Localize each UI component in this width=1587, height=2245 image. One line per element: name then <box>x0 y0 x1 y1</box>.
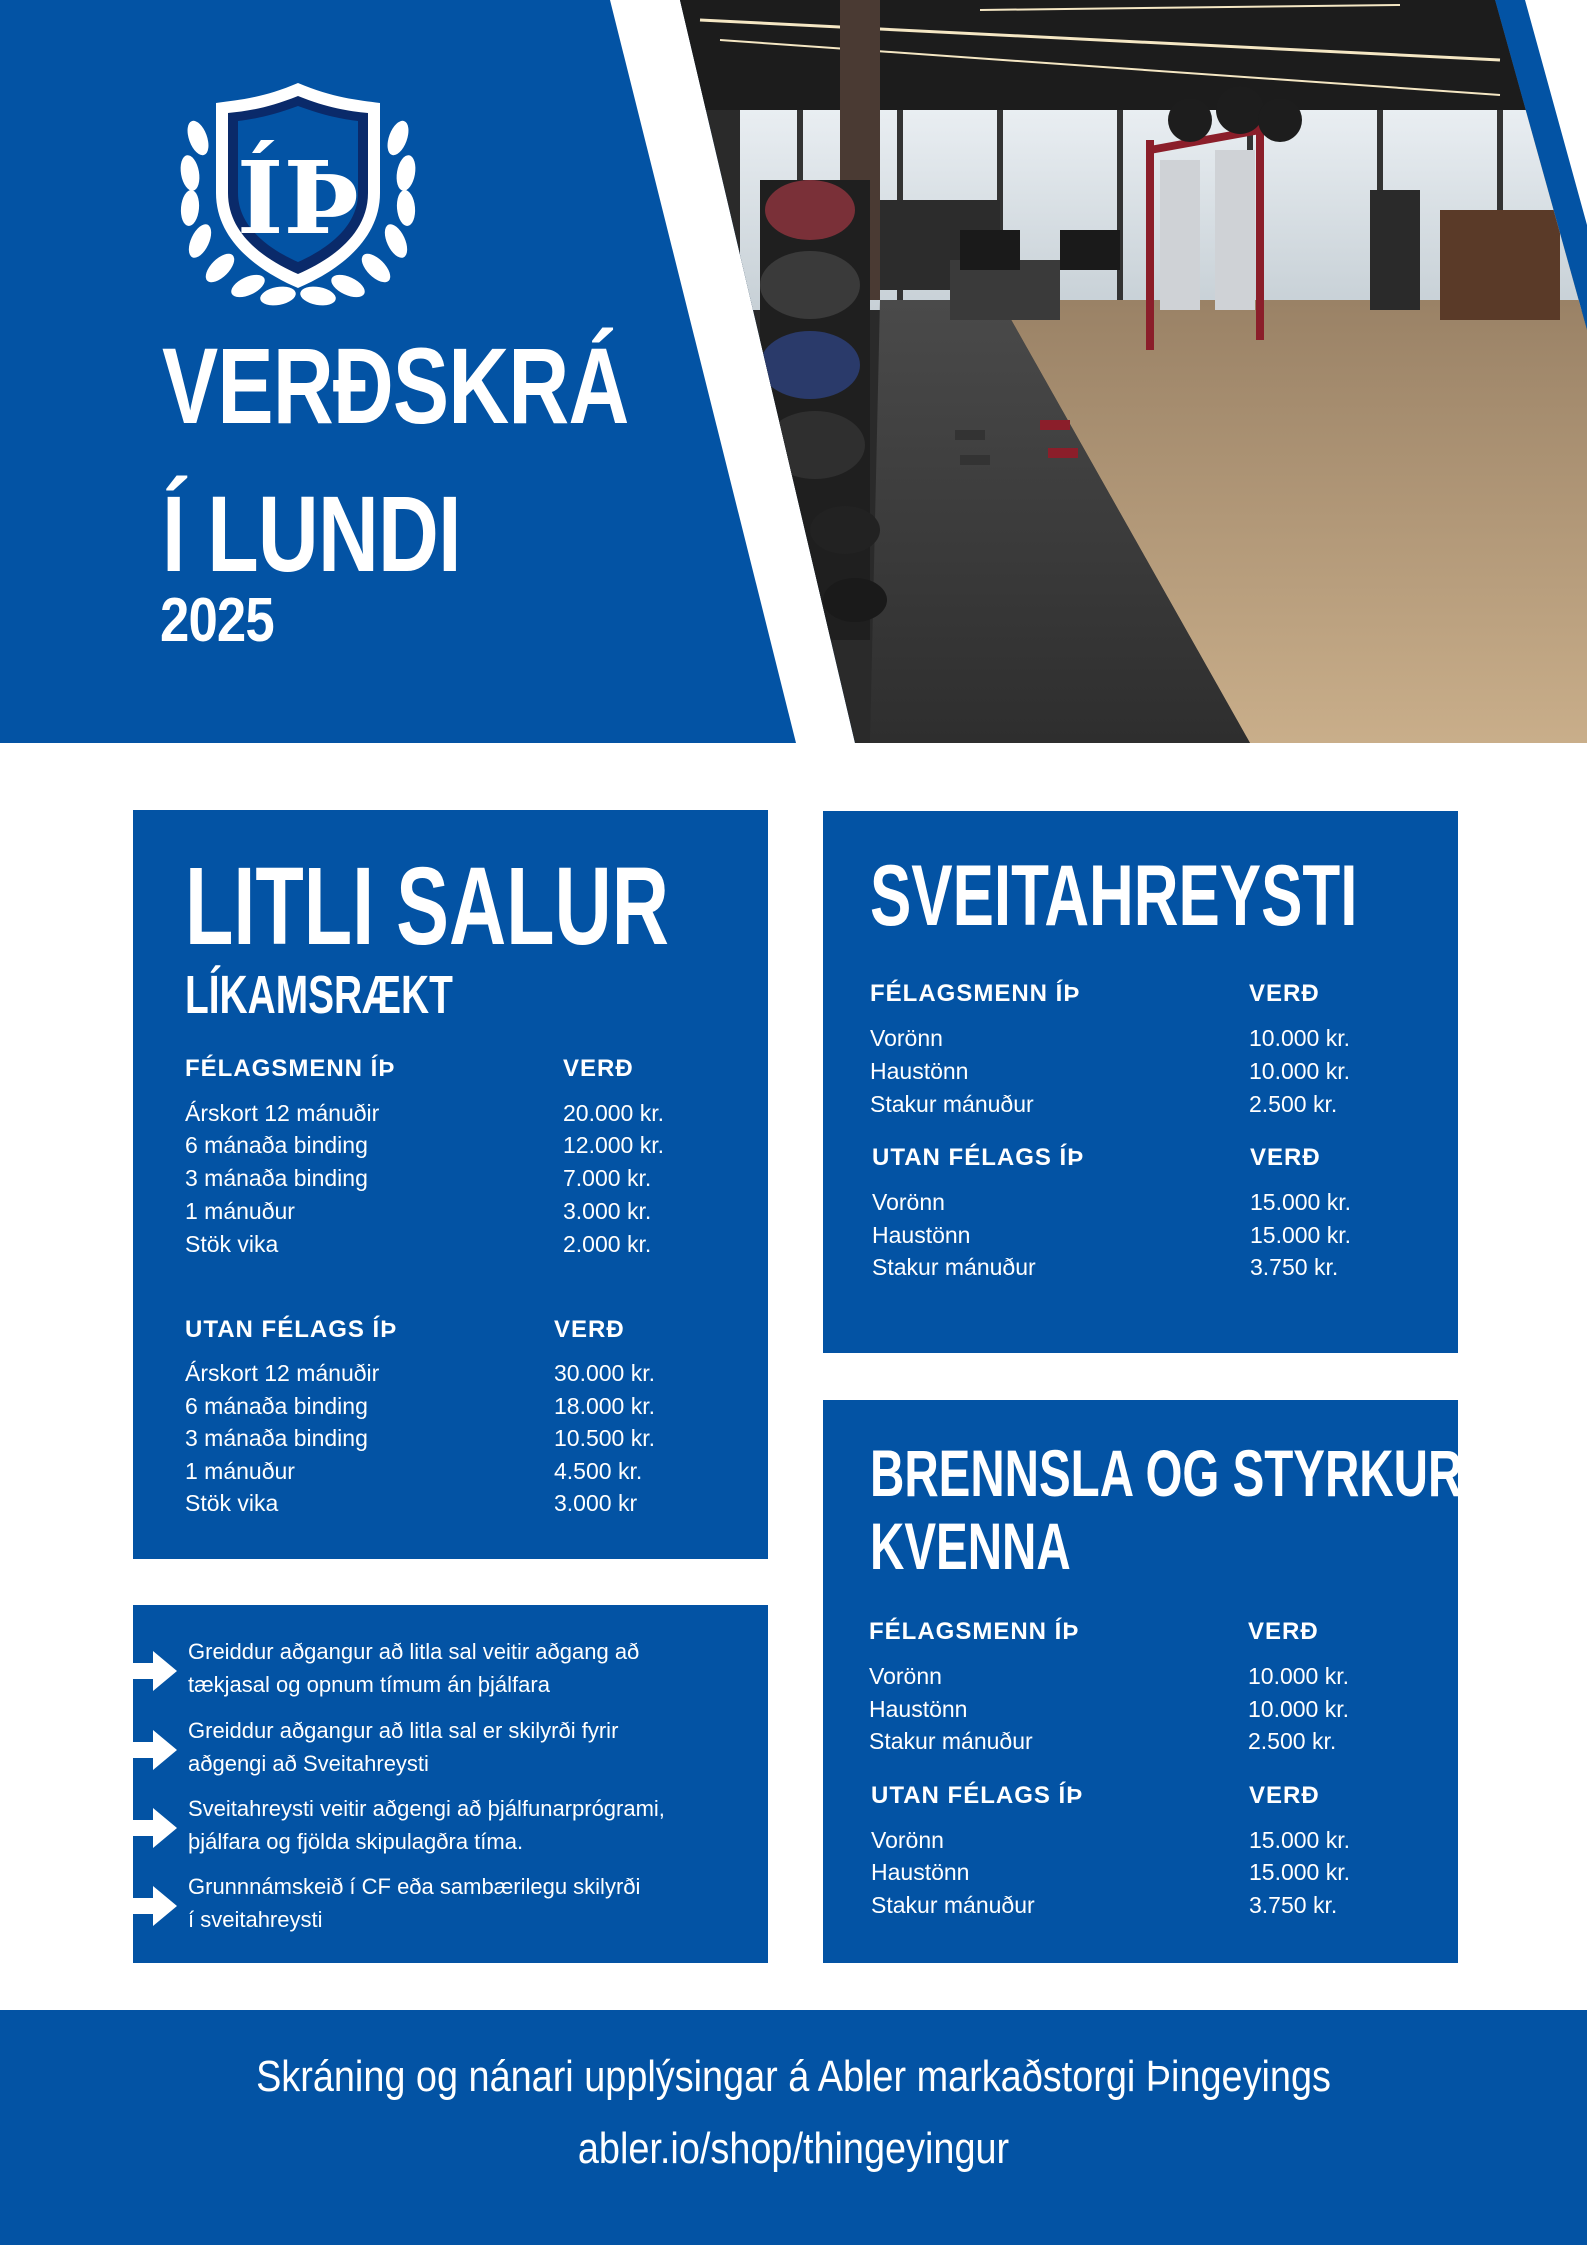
card-title-line1: BRENNSLA OG STYRKUR <box>870 1436 1463 1510</box>
footer-text: Skráning og nánari upplýsingar á Abler markaðstorgi Þingeyings <box>256 2052 1331 2101</box>
price-row-label: Vorönn <box>871 1827 944 1853</box>
card-title-line2: KVENNA <box>870 1509 1071 1583</box>
card-title: LITLI SALUR <box>185 845 669 968</box>
brennsla-card <box>823 1400 1463 1963</box>
note-line2: tækjasal og opnum tímum án þjálfara <box>188 1672 550 1697</box>
price-row-label: 1 mánuður <box>185 1458 295 1484</box>
price-row-value: 2.500 kr. <box>1248 1728 1337 1754</box>
card-title: SVEITAHREYSTI <box>870 848 1358 944</box>
price-row-value: 10.500 kr. <box>554 1425 656 1451</box>
note-line2: þjálfara og fjölda skipulagðra tíma. <box>188 1829 524 1854</box>
price-row-value: 4.500 kr. <box>554 1458 643 1484</box>
price-row-value: 18.000 kr. <box>554 1393 656 1419</box>
price-row-value: 3.750 kr. <box>1249 1892 1338 1918</box>
price-row-label: Stakur mánuður <box>869 1728 1033 1754</box>
price-row-label: 6 mánaða binding <box>185 1132 368 1158</box>
price-row-value: 3.750 kr. <box>1250 1254 1339 1280</box>
price-row-label: 6 mánaða binding <box>185 1393 368 1419</box>
arrow-right-icon <box>131 1651 179 1691</box>
price-row-label: Haustönn <box>870 1058 969 1084</box>
price-row-label: Haustönn <box>871 1859 970 1885</box>
price-row-value: 15.000 kr. <box>1250 1222 1352 1248</box>
price-row-value: 7.000 kr. <box>563 1165 652 1191</box>
price-row-value: 30.000 kr. <box>554 1360 656 1386</box>
price-row-value: 10.000 kr. <box>1248 1696 1350 1722</box>
price-row-value: 15.000 kr. <box>1249 1859 1351 1885</box>
members-heading: FÉLAGSMENN ÍÞ <box>869 1618 1080 1645</box>
price-row-value: 10.000 kr. <box>1248 1663 1350 1689</box>
arrow-right-icon <box>131 1808 179 1848</box>
price-row-value: 3.000 kr <box>554 1490 638 1516</box>
non-members-price-heading: VERÐ <box>1249 1782 1320 1809</box>
price-row-value: 15.000 kr. <box>1249 1827 1351 1853</box>
non-members-price-heading: VERÐ <box>554 1316 625 1343</box>
club-logo <box>168 78 428 318</box>
note-line1: Greiddur aðgangur að litla sal er skilyrði fyrir <box>188 1718 619 1743</box>
page-title-line1: VERÐSKRÁ <box>162 325 629 446</box>
price-row-label: Árskort 12 mánuðir <box>185 1360 380 1386</box>
page-year: 2025 <box>160 586 274 655</box>
non-members-heading: UTAN FÉLAGS ÍÞ <box>871 1782 1084 1809</box>
non-members-heading: UTAN FÉLAGS ÍÞ <box>872 1144 1085 1171</box>
notes-card <box>133 1605 768 1963</box>
arrow-right-icon <box>131 1730 179 1770</box>
note-line2: í sveitahreysti <box>188 1907 323 1932</box>
price-row-label: Stök vika <box>185 1231 279 1257</box>
price-row-value: 10.000 kr. <box>1249 1058 1351 1084</box>
members-price-heading: VERÐ <box>563 1055 634 1082</box>
price-row-value: 10.000 kr. <box>1249 1025 1351 1051</box>
price-row-label: Árskort 12 mánuðir <box>185 1100 380 1126</box>
logo-text: ÍÞ <box>236 139 360 257</box>
page-title-line2: Í LUNDI <box>162 473 461 594</box>
price-row-label: Stakur mánuður <box>870 1091 1034 1117</box>
price-row-label: Vorönn <box>869 1663 942 1689</box>
price-row-label: Vorönn <box>870 1025 943 1051</box>
price-row-label: 3 mánaða binding <box>185 1425 368 1451</box>
price-row-label: Vorönn <box>872 1189 945 1215</box>
note-line2: aðgengi að Sveitahreysti <box>188 1751 429 1776</box>
price-row-value: 2.000 kr. <box>563 1231 652 1257</box>
litli-salur-card <box>133 810 768 1559</box>
non-members-heading: UTAN FÉLAGS ÍÞ <box>185 1316 398 1343</box>
price-row-label: Stakur mánuður <box>872 1254 1036 1280</box>
members-heading: FÉLAGSMENN ÍÞ <box>185 1055 396 1082</box>
non-members-price-heading: VERÐ <box>1250 1144 1321 1171</box>
price-row-value: 3.000 kr. <box>563 1198 652 1224</box>
price-row-label: Stakur mánuður <box>871 1892 1035 1918</box>
sveitahreysti-card <box>823 811 1458 1353</box>
price-row-label: 1 mánuður <box>185 1198 295 1224</box>
members-price-heading: VERÐ <box>1248 1618 1319 1645</box>
note-line1: Grunnnámskeið í CF eða sambærilegu skilyrði <box>188 1874 641 1899</box>
note-line1: Greiddur aðgangur að litla sal veitir aðgang að <box>188 1639 640 1664</box>
price-row-label: 3 mánaða binding <box>185 1165 368 1191</box>
price-row-value: 15.000 kr. <box>1250 1189 1352 1215</box>
price-row-value: 2.500 kr. <box>1249 1091 1338 1117</box>
price-row-value: 12.000 kr. <box>563 1132 665 1158</box>
members-heading: FÉLAGSMENN ÍÞ <box>870 980 1081 1007</box>
note-line1: Sveitahreysti veitir aðgengi að þjálfunarprógrami, <box>188 1796 665 1821</box>
arrow-right-icon <box>131 1886 179 1926</box>
footer <box>0 2010 1587 2245</box>
members-price-heading: VERÐ <box>1249 980 1320 1007</box>
price-row-label: Stök vika <box>185 1490 279 1516</box>
card-subtitle: LÍKAMSRÆKT <box>185 965 453 1025</box>
price-row-label: Haustönn <box>869 1696 968 1722</box>
price-row-value: 20.000 kr. <box>563 1100 665 1126</box>
price-row-label: Haustönn <box>872 1222 971 1248</box>
footer-link[interactable]: abler.io/shop/thingeyingur <box>577 2124 1010 2173</box>
